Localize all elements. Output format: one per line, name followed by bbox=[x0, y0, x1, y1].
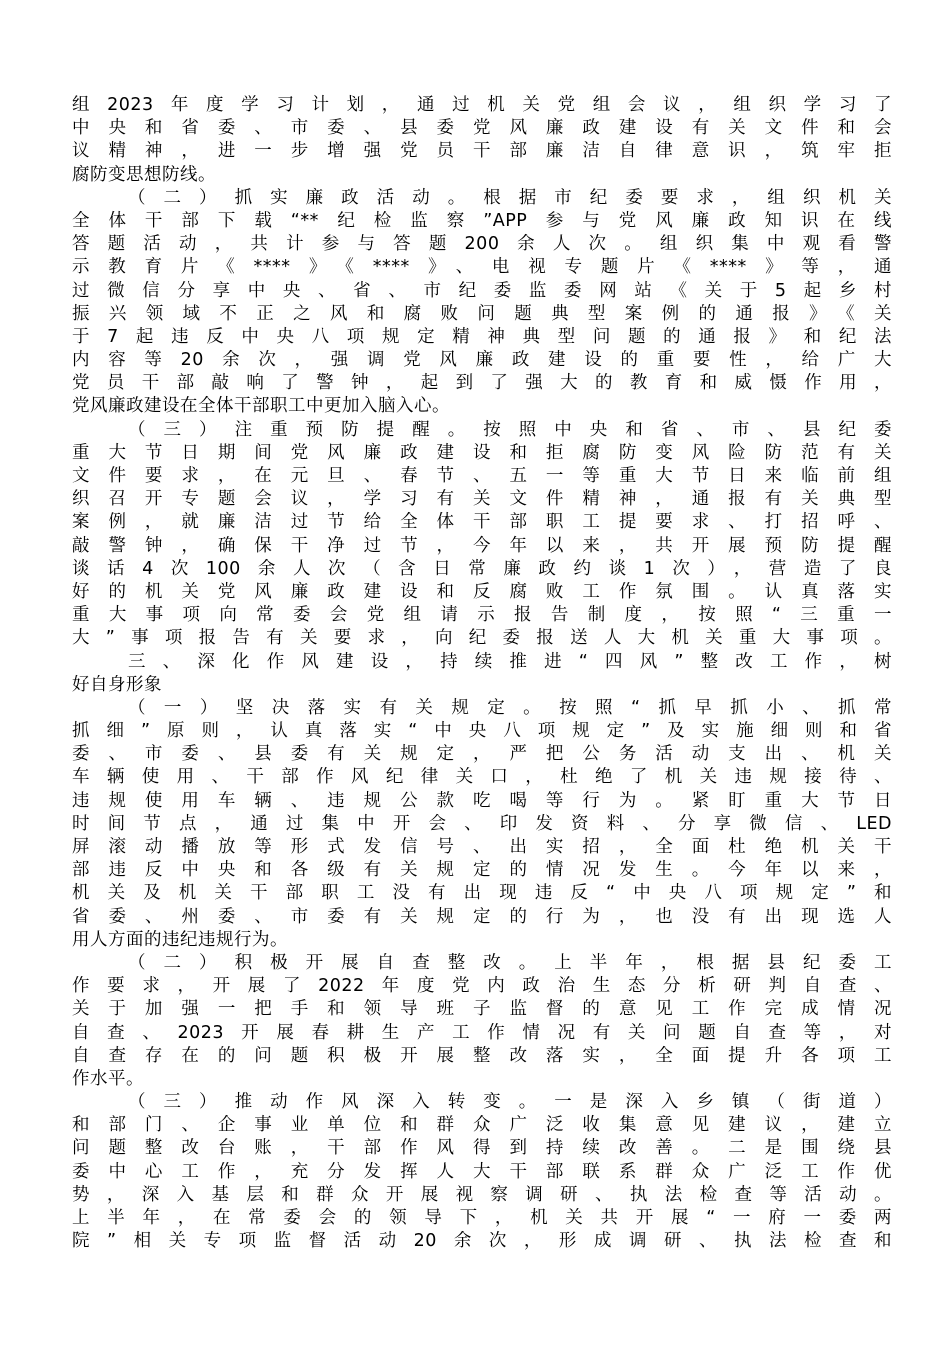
text-line: 振兴领域不正之风和腐败问题典型案例的通报》《关 bbox=[72, 303, 892, 324]
text-line: 织召开专题会议，学习有关文件精神，通报有关典型 bbox=[72, 489, 892, 510]
text-line: （三）推动作风深入转变。一是深入乡镇（街道） bbox=[128, 1092, 892, 1113]
text-line: 中央和省委、市委、县委党风廉政建设有关文件和会 bbox=[72, 118, 892, 139]
text-line: 抓细”原则，认真落实“中央八项规定”及实施细则和省 bbox=[72, 721, 892, 742]
text-line: 组2023年度学习计划，通过机关党组会议，组织学习了 bbox=[72, 95, 892, 115]
text-line: 上半年，在常委会的领导下，机关共开展“一府一委两 bbox=[72, 1208, 892, 1228]
text-line: 院”相关专项监督活动20余次，形成调研、执法检查和 bbox=[72, 1231, 892, 1252]
text-line: 作要求，开展了2022年度党内政治生态分析研判自查、 bbox=[72, 976, 892, 997]
text-line: 机关及机关干部职工没有出现违反“中央八项规定”和 bbox=[72, 883, 892, 904]
text-line: 党员干部敲响了警钟，起到了强大的教育和威慑作用， bbox=[72, 373, 892, 394]
text-line: 作水平。 bbox=[72, 1068, 144, 1089]
text-line: 时间节点，通过集中开会、印发资料、分享微信、LED bbox=[72, 813, 892, 834]
text-line: 三、深化作风建设，持续推进“四风”整改工作，树 bbox=[128, 651, 892, 672]
text-line: 于7起违反中央八项规定精神典型问题的通报》和纪法 bbox=[72, 326, 892, 347]
text-line: 违规使用车辆、违规公款吃喝等行为。紧盯重大节日 bbox=[72, 790, 892, 811]
document-page bbox=[72, 94, 892, 1253]
text-line: （一）坚决落实有关规定。按照“抓早抓小、抓常 bbox=[128, 697, 892, 718]
text-line: 党风廉政建设在全体干部职工中更加入脑入心。 bbox=[72, 396, 450, 417]
text-line: 问题整改台账，干部作风得到持续改善。二是围绕县 bbox=[72, 1138, 892, 1159]
text-line: 文件要求，在元旦、春节、五一等重大节日来临前组 bbox=[72, 466, 892, 486]
text-line: 好自身形象 bbox=[72, 674, 162, 695]
text-line: 好的机关党风廉政建设和反腐败工作氛围。认真落实 bbox=[72, 581, 892, 602]
text-line: 委中心工作，充分发挥人大干部联系群众广泛工作优 bbox=[72, 1161, 892, 1182]
text-line: 省委、州委、市委有关规定的行为，也没有出现选人 bbox=[72, 906, 892, 927]
text-line: 内容等20余次，强调党风廉政建设的重要性，给广大 bbox=[72, 350, 892, 371]
text-line: 自查、2023开展春耕生产工作情况有关问题自查等，对 bbox=[72, 1022, 892, 1043]
text-line: （二）积极开展自查整改。上半年，根据县纪委工 bbox=[128, 952, 892, 973]
text-line: 谈话4次100余人次（含日常廉政约谈1次），营造了良 bbox=[72, 558, 892, 579]
text-line: 势，深入基层和群众开展视察调研、执法检查等活动。 bbox=[72, 1184, 892, 1205]
text-line: 屏滚动播放等形式发信号、出实招，全面杜绝机关干 bbox=[72, 837, 892, 857]
text-line: 全体干部下载“**纪检监察”APP参与党风廉政知识在线 bbox=[72, 210, 892, 231]
text-line: 议精神，进一步增强党员干部廉洁自律意识，筑牢拒 bbox=[72, 141, 892, 162]
text-line: 用人方面的违纪违规行为。 bbox=[72, 929, 288, 950]
text-line: 关于加强一把手和领导班子监督的意见工作完成情况 bbox=[72, 999, 892, 1020]
text-line: （三）注重预防提醒。按照中央和省、市、县纪委 bbox=[128, 419, 892, 440]
text-line: 和部门、企事业单位和群众广泛收集意见建议，建立 bbox=[72, 1115, 892, 1136]
text-line: （二）抓实廉政活动。根据市纪委要求，组织机关 bbox=[128, 187, 892, 208]
text-line: 过微信分享中央、省、市纪委监委网站《关于5起乡村 bbox=[72, 280, 892, 301]
text-line: 自查存在的问题积极开展整改落实，全面提升各项工 bbox=[72, 1045, 892, 1066]
text-line: 案例，就廉洁过节给全体干部职工提要求、打招呼、 bbox=[72, 512, 892, 533]
text-line: 示教育片《****》《****》、电视专题片《****》等，通 bbox=[72, 257, 892, 278]
text-line: 腐防变思想防线。 bbox=[72, 164, 216, 185]
text-line: 敲警钟，确保干净过节，今年以来，共开展预防提醒 bbox=[72, 535, 892, 556]
text-line: 委、市委、县委有关规定，严把公务活动支出、机关 bbox=[72, 744, 892, 765]
text-line: 部违反中央和各级有关规定的情况发生。今年以来， bbox=[72, 860, 892, 881]
text-line: 答题活动，共计参与答题200余人次。组织集中观看警 bbox=[72, 234, 892, 255]
text-line: 重大节日期间党风廉政建设和拒腐防变风险防范有关 bbox=[72, 442, 892, 463]
text-line: 车辆使用、干部作风纪律关口，杜绝了机关违规接待、 bbox=[72, 767, 892, 788]
text-line: 大”事项报告有关要求，向纪委报送人大机关重大事项。 bbox=[72, 628, 892, 649]
text-line: 重大事项向常委会党组请示报告制度，按照“三重一 bbox=[72, 605, 892, 626]
